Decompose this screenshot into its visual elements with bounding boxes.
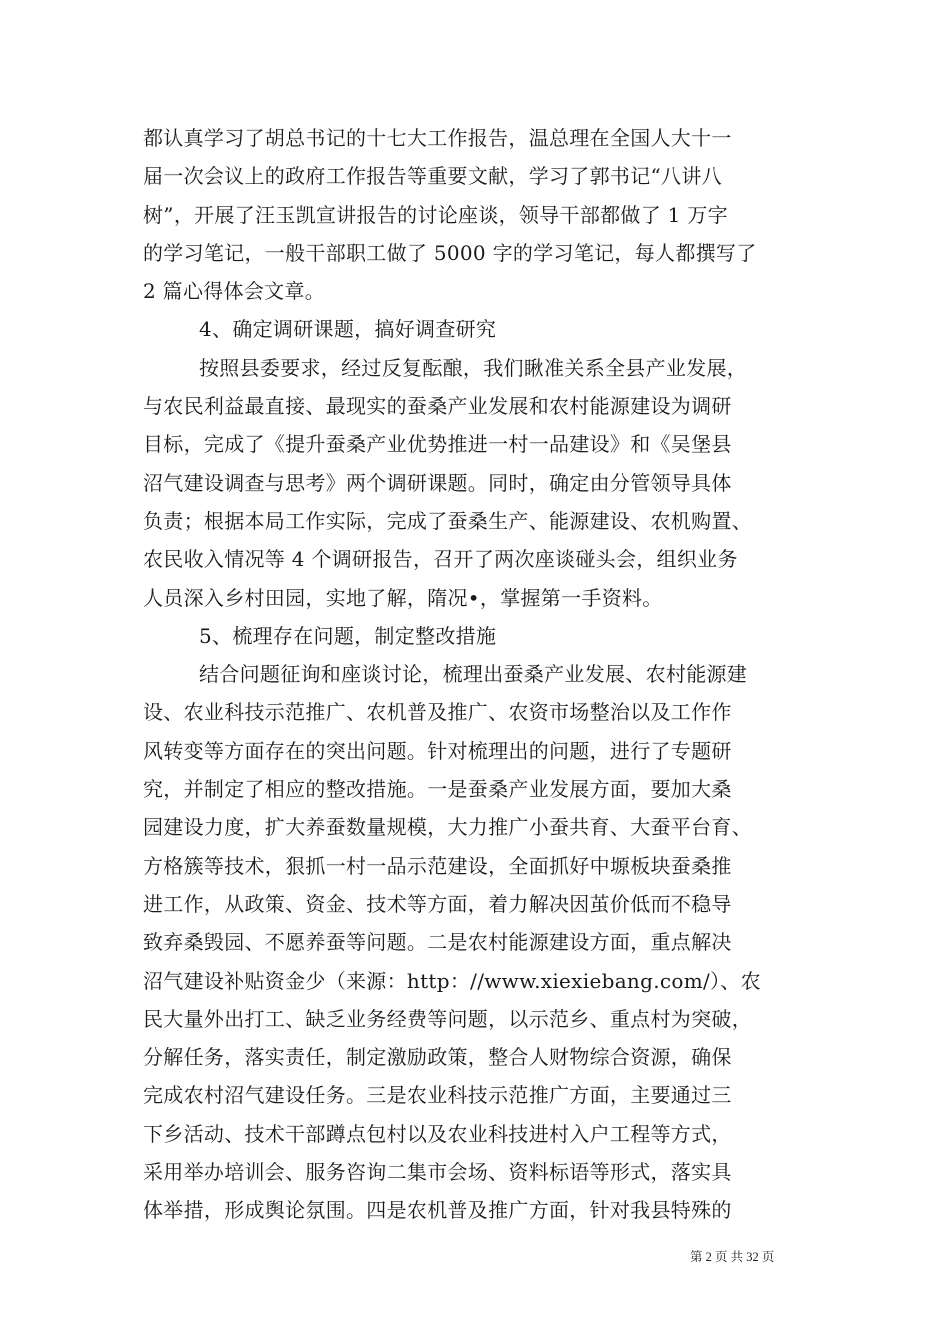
paragraph-line: 农民收入情况等 4 个调研报告，召开了两次座谈碰头会，组织业务 — [143, 547, 738, 572]
paragraph-line: 人员深入乡村田园，实地了解，隋况•，掌握第一手资料。 — [143, 585, 663, 610]
paragraph-line: 目标，完成了《提升蚕桑产业优势推进一村一品建设》和《吴堡县 — [143, 432, 732, 457]
page-number: 第 2 页 共 32 页 — [690, 1250, 775, 1264]
paragraph-line: 2 篇心得体会文章。 — [143, 279, 326, 304]
paragraph-line: 分解任务，落实责任，制定激励政策，整合人财物综合资源，确保 — [143, 1045, 732, 1070]
paragraph-line: 采用举办培训会、服务咨询二集市会场、资料标语等形式，落实具 — [143, 1160, 732, 1185]
paragraph-line-indented: 结合问题征询和座谈讨论，梳理出蚕桑产业发展、农村能源建 — [199, 662, 748, 687]
paragraph-line: 沼气建设补贴资金少（来源：http：//www.xiexiebang.com/）、农 — [143, 968, 761, 993]
paragraph-line: 致弃桑毁园、不愿养蚕等问题。二是农村能源建设方面，重点解决 — [143, 930, 732, 955]
paragraph-line: 完成农村沼气建设任务。三是农业科技示范推广方面，主要通过三 — [143, 1083, 732, 1108]
document-body — [143, 119, 810, 1230]
paragraph-line: 与农民利益最直接、最现实的蚕桑产业发展和农村能源建设为调研 — [143, 394, 732, 419]
paragraph-line: 民大量外出打工、缺乏业务经费等问题，以示范乡、重点村为突破， — [143, 1006, 752, 1031]
paragraph-line: 届一次会议上的政府工作报告等重要文献，学习了郭书记“八讲八 — [143, 164, 722, 189]
paragraph-line: 方格簇等技术，狠抓一村一品示范建设，全面抓好中塬板块蚕桑推 — [143, 853, 732, 878]
paragraph-line: 设、农业科技示范推广、农机普及推广、农资市场整治以及工作作 — [143, 700, 732, 725]
paragraph-line: 沼气建设调查与思考》两个调研课题。同时，确定由分管领导具体 — [143, 470, 732, 495]
paragraph-line-indented: 按照县委要求，经过反复酝酿，我们瞅准关系全县产业发展， — [199, 355, 748, 380]
paragraph-line: 树”，开展了汪玉凯宣讲报告的讨论座谈，领导干部都做了 1 万字 — [143, 202, 728, 227]
paragraph-line: 都认真学习了胡总书记的十七大工作报告，温总理在全国人大十一 — [143, 126, 732, 150]
paragraph-line-indented: 4、确定调研课题，搞好调查研究 — [199, 317, 497, 342]
paragraph-line: 下乡活动、技术干部蹲点包村以及农业科技进村入户工程等方式， — [143, 1121, 732, 1146]
paragraph-line: 园建设力度，扩大养蚕数量规模，大力推广小蚕共育、大蚕平台育、 — [143, 815, 752, 840]
paragraph-line-indented: 5、梳理存在问题，制定整改措施 — [199, 623, 497, 648]
paragraph-line: 的学习笔记，一般干部职工做了 5000 字的学习笔记，每人都撰写了 — [143, 240, 757, 265]
paragraph-line: 进工作，从政策、资金、技术等方面，着力解决因茧价低而不稳导 — [143, 891, 732, 916]
paragraph-line: 负责；根据本局工作实际，完成了蚕桑生产、能源建设、农机购置、 — [143, 508, 752, 533]
paragraph-line: 究，并制定了相应的整改措施。一是蚕桑产业发展方面，要加大桑 — [143, 777, 732, 802]
paragraph-line: 体举措，形成舆论氛围。四是农机普及推广方面，针对我县特殊的 — [143, 1198, 732, 1223]
paragraph-line: 风转变等方面存在的突出问题。针对梳理出的问题，进行了专题研 — [143, 738, 732, 763]
